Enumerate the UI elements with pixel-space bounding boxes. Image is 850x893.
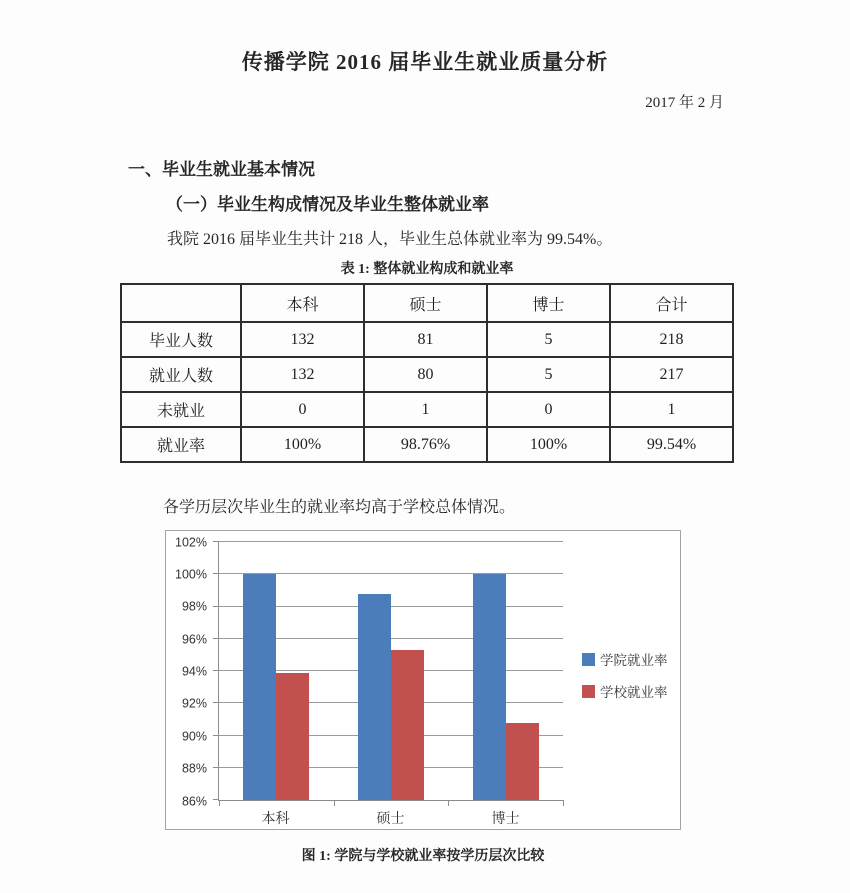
document-title: 传播学院 2016 届毕业生就业质量分析: [241, 50, 609, 74]
table-cell: 80: [364, 357, 487, 392]
table-cell: 100%: [241, 427, 364, 462]
chart-y-axis: [166, 534, 212, 808]
table-row: [121, 427, 733, 462]
subsection-heading: （一）毕业生构成情况及毕业生整体就业率: [166, 195, 489, 214]
x-axis-label: 博士: [491, 810, 520, 826]
y-axis-label: 86%: [181, 793, 207, 808]
y-axis-label: 102%: [175, 534, 207, 549]
table-cell: 99.54%: [610, 427, 733, 462]
table-row-label: 就业率: [121, 427, 241, 462]
table-caption: 表 1: 整体就业构成和就业率: [340, 262, 514, 277]
table-cell: 0: [241, 392, 364, 427]
chart-legend: [582, 649, 668, 701]
table-row: [121, 322, 733, 357]
table-cell: 5: [487, 322, 610, 357]
table-column-header: 硕士: [364, 284, 487, 322]
table-row: [121, 392, 733, 427]
chart-intro-paragraph: 各学历层次毕业生的就业率均高于学校总体情况。: [163, 499, 516, 516]
y-axis-label: 98%: [181, 599, 207, 614]
table-row-label: 就业人数: [121, 357, 241, 392]
y-axis-label: 90%: [181, 729, 207, 743]
table-cell: 132: [241, 357, 364, 392]
table-header-row: [121, 284, 733, 322]
employment-table: [120, 283, 734, 463]
legend-swatch: [582, 653, 595, 666]
y-axis-label: 96%: [181, 631, 207, 646]
x-axis-tick: [219, 800, 220, 806]
table-cell: 100%: [487, 427, 610, 462]
intro-paragraph: 我院 2016 届毕业生共计 218 人，毕业生总体就业率为 99.54%。: [167, 231, 613, 248]
bar-series-0: [473, 574, 506, 800]
table-cell: 98.76%: [364, 427, 487, 462]
figure-caption: 图 1: 学院与学校就业率按学历层次比较: [301, 849, 545, 864]
legend-item: [582, 681, 668, 701]
table-row-label: 毕业人数: [121, 322, 241, 357]
document-date: 2017 年 2 月: [645, 95, 724, 111]
y-axis-label: 88%: [181, 761, 207, 776]
legend-label: 学院就业率: [600, 653, 668, 668]
table-column-header: 本科: [241, 284, 364, 322]
table-cell: 0: [487, 392, 610, 427]
table-cell: 81: [364, 322, 487, 357]
bar-group: [334, 542, 449, 800]
table-cell: 1: [610, 392, 733, 427]
x-axis-tick: [563, 800, 564, 806]
legend-item: [582, 649, 668, 669]
table-cell: 218: [610, 322, 733, 357]
bar-series-1: [391, 650, 424, 800]
y-axis-label: 92%: [181, 696, 207, 711]
x-axis-tick: [448, 800, 449, 806]
table-column-header: 博士: [487, 284, 610, 322]
table-row: [121, 357, 733, 392]
table-cell: 5: [487, 357, 610, 392]
bar-series-1: [506, 723, 539, 800]
employment-rate-chart: [165, 530, 681, 830]
chart-plot-area: [218, 542, 563, 801]
table-cell: 217: [610, 357, 733, 392]
table-column-header: 合计: [610, 284, 733, 322]
bar-series-0: [243, 574, 276, 800]
bar-series-1: [276, 673, 309, 800]
x-axis-label: 本科: [261, 810, 290, 826]
table-cell: 132: [241, 322, 364, 357]
x-axis-label: 硕士: [376, 810, 405, 826]
y-axis-label: 94%: [181, 664, 207, 679]
y-axis-label: 100%: [175, 567, 207, 582]
x-axis-tick: [334, 800, 335, 806]
table-corner-cell: [121, 284, 241, 322]
bar-group: [448, 542, 563, 800]
section-heading: 一、毕业生就业基本情况: [128, 160, 315, 179]
table-row-label: 未就业: [121, 392, 241, 427]
bar-series-0: [358, 594, 391, 800]
legend-label: 学校就业率: [600, 685, 668, 700]
bar-group: [219, 542, 334, 800]
legend-swatch: [582, 685, 595, 698]
chart-x-axis: [218, 808, 563, 826]
table-cell: 1: [364, 392, 487, 427]
